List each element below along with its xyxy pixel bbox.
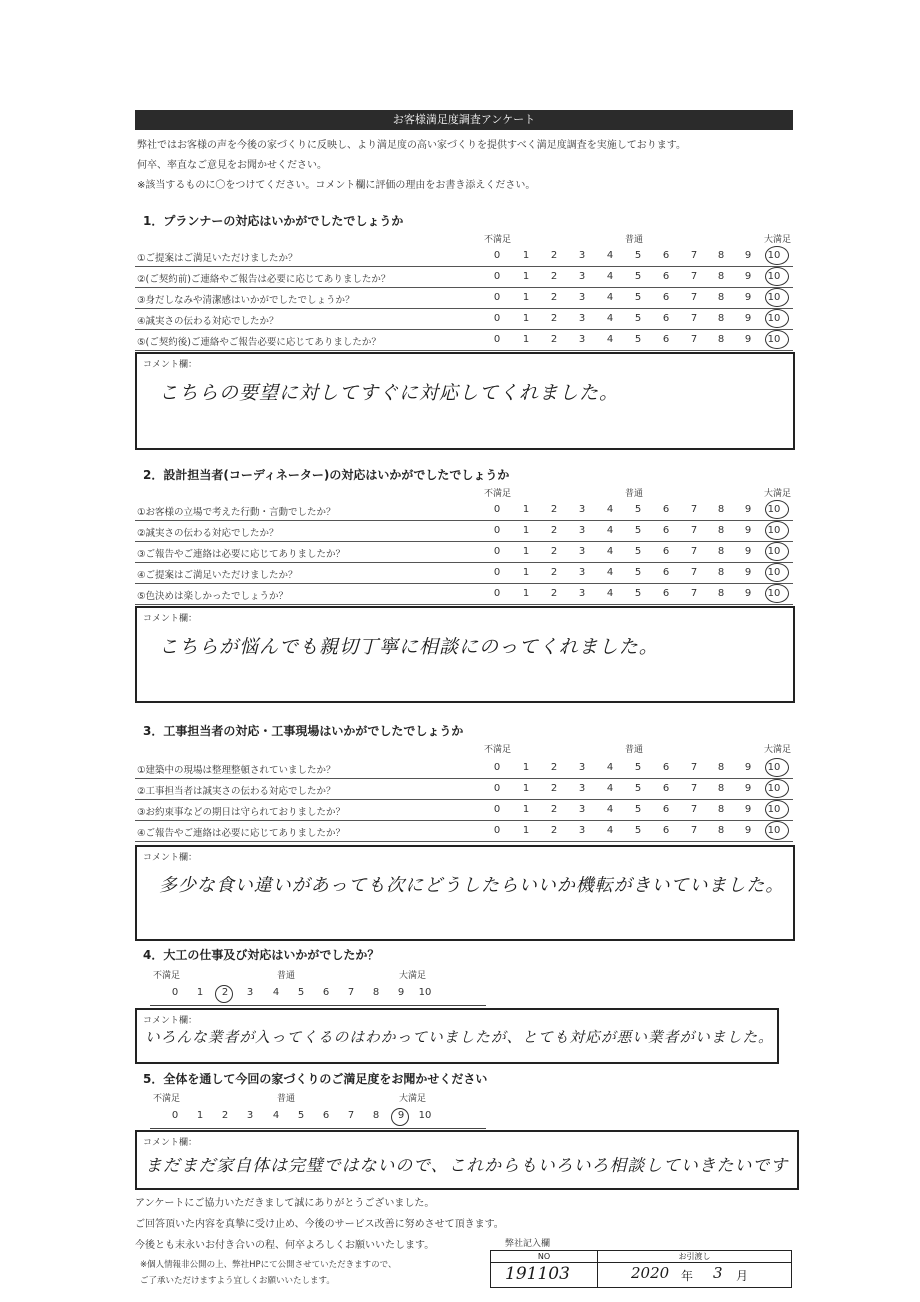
rating-option[interactable]: 3 [578,271,586,282]
rating-option[interactable]: 1 [522,250,530,261]
rating-option[interactable]: 10 [767,334,781,345]
rating-option[interactable]: 0 [493,546,501,557]
rating-option[interactable]: 0 [493,313,501,324]
rating-option[interactable]: 4 [606,783,614,794]
section-title: 2．設計担当者(コーディネーター)の対応はいかがでしたでしょうか [143,468,510,482]
question-row [135,266,793,288]
rating-option[interactable]: 7 [347,987,355,998]
rating-option[interactable]: 6 [662,783,670,794]
rating-option[interactable]: 9 [744,567,752,578]
rating-option[interactable]: 3 [578,313,586,324]
rating-option[interactable]: 7 [690,804,698,815]
rating-option[interactable]: 0 [493,292,501,303]
rating-option[interactable]: 2 [550,804,558,815]
rating-option[interactable]: 4 [606,804,614,815]
rating-option[interactable]: 5 [634,762,642,773]
selected-rating-circle [765,246,789,265]
rating-option[interactable]: 1 [522,762,530,773]
comment-text: いろんな業者が入ってくるのはわかっていましたが、とても対応が悪い業者がいました。 [145,1029,774,1046]
comment-box[interactable] [135,352,795,450]
rating-option[interactable]: 10 [767,250,781,261]
question-row [135,541,793,563]
rating-option[interactable]: 7 [347,1110,355,1121]
rating-option[interactable]: 4 [606,250,614,261]
rating-option[interactable]: 6 [322,1110,330,1121]
rating-option[interactable]: 6 [662,567,670,578]
rating-option[interactable]: 7 [690,334,698,345]
handover-year-unit: 年 [681,1269,694,1283]
rating-option[interactable]: 6 [662,334,670,345]
privacy-note-2: ご了承いただけますよう宜しくお願いいたします。 [140,1276,335,1286]
rating-option[interactable]: 10 [767,567,781,578]
rating-option[interactable]: 1 [522,292,530,303]
question-text: ④誠実さの伝わる対応でしたか？ [137,316,279,327]
selected-rating-circle [765,542,789,561]
rating-option[interactable]: 10 [767,313,781,324]
rating-option[interactable]: 5 [634,334,642,345]
rating-option[interactable]: 6 [662,804,670,815]
rating-option[interactable]: 1 [522,804,530,815]
rating-option[interactable]: 1 [522,825,530,836]
rating-option[interactable]: 1 [196,987,204,998]
intro-line-3: ※該当するものに〇をつけてください。コメント欄に評価の理由をお書き添えください。 [137,180,536,191]
scale-low-label: 不満足 [484,235,512,245]
rating-option[interactable]: 4 [606,334,614,345]
rating-option[interactable]: 1 [522,313,530,324]
rating-option[interactable]: 4 [272,987,280,998]
rating-option[interactable]: 4 [272,1110,280,1121]
rating-option[interactable]: 7 [690,762,698,773]
comment-box[interactable] [135,1008,779,1064]
selected-rating-circle [391,1108,409,1126]
rating-option[interactable]: 8 [717,334,725,345]
rating-option[interactable]: 9 [397,987,405,998]
rating-option[interactable]: 0 [493,588,501,599]
rating-option[interactable]: 4 [606,546,614,557]
question-text: ④ご提案はご満足いただけましたか？ [137,570,298,581]
rating-option[interactable]: 2 [550,504,558,515]
question-text: ③お約束事などの期日は守られておりましたか？ [137,807,346,818]
privacy-note-1: ※個人情報非公開の上、弊社HPにて公開させていただきますので、 [140,1260,397,1270]
selected-rating-circle [765,288,789,307]
selected-rating-circle [215,985,233,1003]
rating-option[interactable]: 9 [744,271,752,282]
rating-option[interactable]: 8 [717,292,725,303]
rating-option[interactable]: 7 [690,271,698,282]
rating-option[interactable]: 5 [297,1110,305,1121]
scale-mid-label: 普通 [277,971,296,981]
section-title: 5．全体を通して今回の家づくりのご満足度をお聞かせください [143,1072,488,1086]
rating-option[interactable]: 3 [578,504,586,515]
rating-option[interactable]: 2 [550,783,558,794]
rating-option[interactable]: 0 [493,525,501,536]
rating-option[interactable]: 4 [606,271,614,282]
rating-option[interactable]: 10 [767,271,781,282]
rating-option[interactable]: 9 [744,825,752,836]
rating-option[interactable]: 2 [550,313,558,324]
selected-rating-circle [765,521,789,540]
rating-option[interactable]: 0 [493,250,501,261]
rating-option[interactable]: 10 [418,1110,432,1121]
rating-option[interactable]: 2 [550,334,558,345]
rating-option[interactable]: 6 [662,825,670,836]
rating-option[interactable]: 3 [578,588,586,599]
rating-option[interactable]: 3 [246,987,254,998]
comment-text: こちらが悩んでも親切丁寧に相談にのってくれました。 [159,636,659,658]
rating-option[interactable]: 9 [744,546,752,557]
rating-option[interactable]: 4 [606,504,614,515]
rating-option[interactable]: 0 [493,271,501,282]
selected-rating-circle [765,500,789,519]
question-text: ①ご提案はご満足いただけましたか？ [137,253,298,264]
scale-mid-label: 普通 [625,235,644,245]
comment-label: コメント欄： [143,614,198,624]
rating-option[interactable]: 10 [767,762,781,773]
rating-option[interactable]: 6 [662,292,670,303]
question-row [135,757,793,779]
question-text: ②誠実さの伝わる対応でしたか？ [137,528,279,539]
scale-low-label: 不満足 [484,745,512,755]
rating-option[interactable]: 7 [690,546,698,557]
rating-option[interactable]: 0 [493,783,501,794]
question-row [135,562,793,584]
comment-label: コメント欄： [143,1016,198,1026]
survey-title: お客様満足度調査アンケート [135,110,793,130]
selected-rating-circle [765,309,789,328]
rating-option[interactable]: 7 [690,783,698,794]
rating-option[interactable]: 1 [522,271,530,282]
rating-option[interactable]: 0 [493,334,501,345]
rating-option[interactable]: 5 [297,987,305,998]
rating-option[interactable]: 9 [744,762,752,773]
selected-rating-circle [765,821,789,840]
rating-option[interactable]: 8 [717,588,725,599]
question-row [135,583,793,605]
rating-option[interactable]: 6 [662,525,670,536]
question-row [135,308,793,330]
rating-option[interactable]: 4 [606,525,614,536]
rating-option[interactable]: 9 [744,292,752,303]
rating-option[interactable]: 10 [767,504,781,515]
comment-box[interactable] [135,845,795,941]
selected-rating-circle [765,584,789,603]
rating-option[interactable]: 8 [717,525,725,536]
rating-option[interactable]: 2 [550,588,558,599]
rating-option[interactable]: 3 [578,334,586,345]
rating-option[interactable]: 1 [522,546,530,557]
rating-option[interactable]: 5 [634,546,642,557]
rating-option[interactable]: 10 [767,588,781,599]
rating-option[interactable]: 10 [767,804,781,815]
rating-option[interactable]: 10 [767,783,781,794]
rating-option[interactable]: 5 [634,292,642,303]
rating-option[interactable]: 8 [372,987,380,998]
rating-option[interactable]: 5 [634,313,642,324]
rating-option[interactable]: 2 [221,987,229,998]
rating-option[interactable]: 3 [578,825,586,836]
rating-option[interactable]: 5 [634,271,642,282]
rating-option[interactable]: 0 [493,504,501,515]
question-row [135,329,793,351]
office-use-table [490,1250,792,1288]
rating-option[interactable]: 6 [662,588,670,599]
rating-option[interactable]: 7 [690,250,698,261]
question-text: ③ご報告やご連絡は必要に応じてありましたか？ [137,549,346,560]
selected-rating-circle [765,758,789,777]
scale-mid-label: 普通 [625,745,644,755]
rating-option[interactable]: 8 [717,783,725,794]
office-use-label: 弊社記入欄 [505,1239,551,1249]
rating-option[interactable]: 2 [550,271,558,282]
rating-option[interactable]: 8 [717,804,725,815]
scale-high-label: 大満足 [399,971,427,981]
section-title: 4．大工の仕事及び対応はいかがでしたか？ [143,948,380,962]
rating-option[interactable]: 1 [522,567,530,578]
question-text: ①建築中の現場は整理整頓されていましたか？ [137,765,336,776]
scale-underline [150,1128,486,1129]
rating-option[interactable]: 2 [221,1110,229,1121]
rating-option[interactable]: 6 [662,271,670,282]
footer-line-2: ご回答頂いた内容を真摯に受け止め、今後のサービス改善に努めさせて頂きます。 [135,1219,504,1230]
question-text: ④ご報告やご連絡は必要に応じてありましたか？ [137,828,346,839]
rating-option[interactable]: 4 [606,762,614,773]
rating-option[interactable]: 1 [196,1110,204,1121]
question-row [135,499,793,521]
selected-rating-circle [765,779,789,798]
rating-option[interactable]: 10 [767,825,781,836]
office-no-header: NO [491,1251,598,1263]
question-row [135,287,793,309]
scale-mid-label: 普通 [277,1094,296,1104]
rating-option[interactable]: 2 [550,250,558,261]
rating-option[interactable]: 7 [690,525,698,536]
scale-high-label: 大満足 [764,745,792,755]
rating-option[interactable]: 9 [744,313,752,324]
rating-option[interactable]: 4 [606,825,614,836]
rating-option[interactable]: 1 [522,504,530,515]
intro-line-2: 何卒、率直なご意見をお聞かせください。 [137,160,327,171]
rating-option[interactable]: 2 [550,292,558,303]
rating-option[interactable]: 9 [744,783,752,794]
selected-rating-circle [765,800,789,819]
question-row [135,245,793,267]
rating-option[interactable]: 0 [493,567,501,578]
rating-option[interactable]: 8 [717,271,725,282]
rating-option[interactable]: 8 [717,313,725,324]
rating-option[interactable]: 2 [550,546,558,557]
comment-box[interactable] [135,1130,799,1190]
rating-option[interactable]: 1 [522,525,530,536]
rating-option[interactable]: 4 [606,567,614,578]
question-text: ⑤(ご契約後)ご連絡やご報告必要に応じてありましたか？ [137,337,381,348]
rating-option[interactable]: 8 [372,1110,380,1121]
rating-option[interactable]: 2 [550,567,558,578]
rating-option[interactable]: 3 [578,546,586,557]
rating-option[interactable]: 9 [744,504,752,515]
rating-option[interactable]: 5 [634,250,642,261]
rating-option[interactable]: 3 [578,292,586,303]
rating-option[interactable]: 2 [550,762,558,773]
scale-high-label: 大満足 [764,235,792,245]
rating-option[interactable]: 6 [662,504,670,515]
comment-label: コメント欄： [143,1138,198,1148]
scale-high-label: 大満足 [399,1094,427,1104]
rating-option[interactable]: 5 [634,525,642,536]
rating-option[interactable]: 4 [606,313,614,324]
rating-option[interactable]: 3 [578,567,586,578]
rating-option[interactable]: 8 [717,825,725,836]
rating-option[interactable]: 1 [522,588,530,599]
rating-option[interactable]: 9 [744,250,752,261]
rating-option[interactable]: 9 [397,1110,405,1121]
rating-option[interactable]: 1 [522,334,530,345]
rating-option[interactable]: 6 [322,987,330,998]
rating-option[interactable]: 8 [717,546,725,557]
rating-option[interactable]: 8 [717,250,725,261]
rating-option[interactable]: 3 [578,783,586,794]
scale-underline [150,1005,486,1006]
rating-option[interactable]: 2 [550,525,558,536]
rating-option[interactable]: 0 [171,1110,179,1121]
rating-option[interactable]: 8 [717,504,725,515]
comment-text: まだまだ家自体は完璧ではないので、これからもいろいろ相談していきたいです [145,1155,789,1175]
rating-option[interactable]: 3 [578,804,586,815]
office-handover-header: お引渡し [598,1251,791,1263]
office-no-value: 191103 [505,1264,570,1284]
rating-option[interactable]: 9 [744,804,752,815]
rating-option[interactable]: 0 [493,825,501,836]
rating-option[interactable]: 10 [767,525,781,536]
comment-label: コメント欄： [143,853,198,863]
question-row [135,820,793,842]
rating-option[interactable]: 9 [744,334,752,345]
question-row [135,799,793,821]
scale-low-label: 不満足 [153,1094,181,1104]
rating-option[interactable]: 0 [493,804,501,815]
comment-text: 多少な食い違いがあっても次にどうしたらいいか機転がきいていました。 [159,875,785,896]
footer-thanks: アンケートにご協力いただきまして誠にありがとうございました。 [135,1198,435,1209]
comment-label: コメント欄： [143,360,198,370]
rating-option[interactable]: 6 [662,762,670,773]
comment-box[interactable] [135,606,795,703]
comment-text: こちらの要望に対してすぐに対応してくれました。 [159,382,620,404]
rating-option[interactable]: 5 [634,504,642,515]
rating-option[interactable]: 8 [717,762,725,773]
rating-option[interactable]: 6 [662,546,670,557]
footer-line-3: 今後とも末永いお付き合いの程、何卒よろしくお願いいたします。 [135,1240,435,1251]
rating-option[interactable]: 5 [634,588,642,599]
rating-option[interactable]: 4 [606,588,614,599]
rating-option[interactable]: 10 [767,546,781,557]
rating-option[interactable]: 9 [744,525,752,536]
rating-option[interactable]: 7 [690,504,698,515]
rating-option[interactable]: 10 [418,987,432,998]
scale-low-label: 不満足 [153,971,181,981]
rating-option[interactable]: 7 [690,313,698,324]
selected-rating-circle [765,267,789,286]
intro-line-1: 弊社ではお客様の声を今後の家づくりに反映し、より満足度の高い家づくりを提供すべく満足度調査を実施しております。 [137,140,686,151]
question-text: ③身だしなみや清潔感はいかがでしたでしょうか？ [137,295,355,306]
rating-option[interactable]: 6 [662,313,670,324]
question-row [135,520,793,542]
scale-low-label: 不満足 [484,489,512,499]
scale-mid-label: 普通 [625,489,644,499]
selected-rating-circle [765,563,789,582]
rating-option[interactable]: 6 [662,250,670,261]
office-divider [597,1251,598,1287]
rating-option[interactable]: 5 [634,567,642,578]
rating-option[interactable]: 5 [634,783,642,794]
scale-high-label: 大満足 [764,489,792,499]
rating-option[interactable]: 8 [717,567,725,578]
question-text: ②工事担当者は誠実さの伝わる対応でしたか？ [137,786,336,797]
question-text: ⑤色決めは楽しかったでしょうか？ [137,591,289,602]
rating-option[interactable]: 5 [634,825,642,836]
rating-option[interactable]: 2 [550,825,558,836]
rating-option[interactable]: 0 [493,762,501,773]
rating-option[interactable]: 4 [606,292,614,303]
question-text: ②(ご契約前)ご連絡やご報告は必要に応じてありましたか？ [137,274,391,285]
rating-option[interactable]: 5 [634,804,642,815]
rating-option[interactable]: 1 [522,783,530,794]
rating-option[interactable]: 3 [578,762,586,773]
rating-option[interactable]: 7 [690,825,698,836]
question-row [135,778,793,800]
rating-option[interactable]: 7 [690,588,698,599]
question-text: ①お客様の立場で考えた行動・言動でしたか？ [137,507,336,518]
handover-month-unit: 月 [736,1269,749,1283]
rating-option[interactable]: 3 [246,1110,254,1121]
rating-option[interactable]: 3 [578,525,586,536]
selected-rating-circle [765,330,789,349]
rating-option[interactable]: 3 [578,250,586,261]
rating-option[interactable]: 9 [744,588,752,599]
section-title: 1．プランナーの対応はいかがでしたでしょうか [143,214,404,228]
rating-option[interactable]: 10 [767,292,781,303]
rating-option[interactable]: 7 [690,292,698,303]
handover-month: 3 [713,1264,723,1282]
handover-year: 2020 [631,1264,670,1282]
rating-option[interactable]: 7 [690,567,698,578]
rating-option[interactable]: 0 [171,987,179,998]
section-title: 3．工事担当者の対応・工事現場はいかがでしたでしょうか [143,724,464,738]
